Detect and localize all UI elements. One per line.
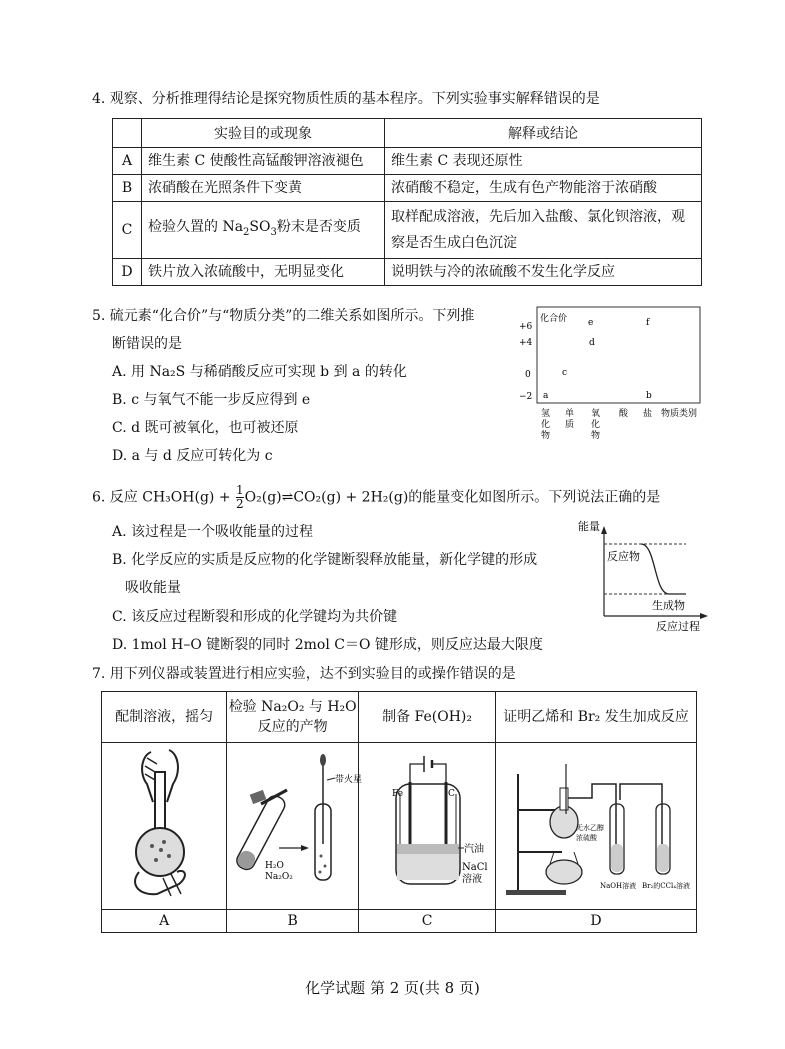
x-category: 质 <box>565 420 575 430</box>
label-bromine-ccl4: Br₂的CCl₄溶液 <box>642 882 691 890</box>
q4-row-phenomenon: 检验久置的 $Na_2SO_3$粉末是否变质 <box>142 202 385 259</box>
q7-table <box>101 691 697 933</box>
y-tick: −2 <box>519 392 533 402</box>
q7-header-a: 配制溶液，摇匀 <box>102 692 227 743</box>
q6-option-b-line2: 吸收能量 <box>125 580 181 596</box>
point-f: f <box>646 318 650 328</box>
q4-row-label: C <box>113 202 142 259</box>
point-d: d <box>589 338 595 348</box>
q4-header-row <box>113 119 702 148</box>
y-axis-title: 化合价 <box>540 314 568 324</box>
q5-option-d: D. a 与 d 反应可转化为 c <box>112 448 273 464</box>
x-category: 物 <box>591 431 601 441</box>
fraction-denominator: 2 <box>236 497 244 511</box>
q5-stem-line2: 断错误的是 <box>112 336 182 352</box>
label-iron-electrode: Fe <box>392 789 404 799</box>
valence-class-diagram <box>515 305 705 440</box>
q4-row-phenomenon: 维生素 C 使酸性高锰酸钾溶液褪色 <box>142 148 385 175</box>
q4-row-label: B <box>113 175 142 202</box>
q4-row-label: D <box>113 259 142 286</box>
q6-stem: 6. 反应 CH₃OH(g) + $\frac{1}{2}$ O₂(g)⇌CO₂(g) + 2H₂(g)的能量变化如图所示。下列说法正确的是 <box>92 483 661 511</box>
label-anhydrous-ethanol: 无水乙醇 <box>576 824 604 832</box>
table-row <box>113 175 702 202</box>
x-category: 单 <box>565 409 575 419</box>
q6-option-a: A. 该过程是一个吸收能量的过程 <box>112 524 314 540</box>
point-b: b <box>646 391 652 401</box>
q4-row-explanation: 浓硝酸不稳定，生成有色产物能溶于浓硝酸 <box>385 175 702 202</box>
page-footer: 化学试题 第 2 页(共 8 页) <box>305 979 480 997</box>
q7-figure-row <box>102 743 697 910</box>
point-c: c <box>562 368 568 378</box>
y-tick: +6 <box>519 322 533 332</box>
x-category: 酸 <box>619 409 629 419</box>
y-axis-arrow <box>601 526 607 534</box>
y-tick: +4 <box>519 338 533 348</box>
q7-label-d: D <box>496 910 697 933</box>
q7-label-row <box>102 910 697 933</box>
point-a: a <box>543 391 549 401</box>
q5-option-c: C. d 既可被氧化，也可被还原 <box>112 420 299 436</box>
label-glowing-splint: 带火星 <box>334 775 362 785</box>
q6-option-c: C. 该反应过程断裂和形成的化学键均为共价键 <box>112 609 398 625</box>
q7-stem: 7. 用下列仪器或装置进行相应实验，达不到实验目的或操作错误的是 <box>92 666 516 682</box>
q4-row-explanation: 维生素 C 表现还原性 <box>385 148 702 175</box>
q7-header-row <box>102 692 697 743</box>
label-conc-sulfuric-acid: 浓硫酸 <box>576 834 597 842</box>
q4-header-blank <box>113 119 142 148</box>
energy-diagram <box>576 518 711 633</box>
x-axis-arrow <box>700 613 708 619</box>
y-tick: 0 <box>525 370 531 380</box>
label-gasoline: 汽油 <box>464 844 485 855</box>
x-category: 氢 <box>541 409 551 419</box>
q4-row-explanation: 说明铁与冷的浓硫酸不发生化学反应 <box>385 259 702 286</box>
q7-header-d: 证明乙烯和 Br₂ 发生加成反应 <box>496 692 697 743</box>
x-axis-label: 反应过程 <box>656 620 700 633</box>
label-carbon-electrode: C <box>448 789 455 799</box>
q7-header-b: 检验 Na₂O₂ 与 H₂O 反应的产物 <box>227 692 359 743</box>
q4-stem: 4. 观察、分析推理得结论是探究物质性质的基本程序。下列实验事实解释错误的是 <box>92 91 600 107</box>
q4-row-label: A <box>113 148 142 175</box>
q4-header-phenomenon: 实验目的或现象 <box>142 119 385 148</box>
label-solution: 溶液 <box>462 874 483 885</box>
q7-header-c: 制备 Fe(OH)₂ <box>359 692 496 743</box>
label-water: H₂O <box>264 861 284 871</box>
label-sodium-peroxide: Na₂O₂ <box>264 872 293 882</box>
label-nacl: NaCl <box>462 862 488 873</box>
q4-row-phenomenon: 铁片放入浓硫酸中，无明显变化 <box>142 259 385 286</box>
reactant-label: 反应物 <box>607 550 640 563</box>
product-label: 生成物 <box>652 599 685 612</box>
q7-figure-b <box>227 743 362 910</box>
q4-table <box>112 118 702 286</box>
sodium-peroxide-water-figure <box>229 744 362 904</box>
q7-label-b: B <box>227 910 359 933</box>
x-category: 化 <box>541 420 551 430</box>
q5-stem-line1: 5. 硫元素“化合价”与“物质分类”的二维关系如图所示。下列推 <box>92 308 475 324</box>
x-category: 化 <box>591 420 601 430</box>
x-category: 物 <box>541 431 551 441</box>
y-axis-label: 能量 <box>578 520 600 533</box>
table-row <box>113 202 702 259</box>
volumetric-flask-shake-figure <box>109 744 219 904</box>
x-axis-title: 物质类别 <box>661 409 698 419</box>
q7-figure-a <box>102 743 227 910</box>
q6-option-b-line1: B. 化学反应的实质是反应物的化学键断裂释放能量，新化学键的形成 <box>112 552 538 568</box>
q4-header-explanation: 解释或结论 <box>385 119 702 148</box>
q7-figure-c <box>359 743 496 910</box>
x-axis-categories <box>541 407 652 441</box>
x-category: 氧 <box>591 409 601 419</box>
q6-option-d: D. 1mol H–O 键断裂的同时 2mol C＝O 键形成，则反应达最大限度 <box>112 637 543 653</box>
table-row <box>113 148 702 175</box>
q7-label-c: C <box>359 910 496 933</box>
ethylene-bromine-apparatus-figure <box>496 744 696 904</box>
q5-option-b: B. c 与氧气不能一步反应得到 e <box>112 392 311 408</box>
q7-label-a: A <box>102 910 227 933</box>
x-category: 盐 <box>643 409 653 419</box>
label-naoh-solution: NaOH溶液 <box>600 882 637 890</box>
q4-row-phenomenon: 浓硝酸在光照条件下变黄 <box>142 175 385 202</box>
fraction-numerator: 1 <box>236 483 244 497</box>
q7-figure-d <box>496 743 697 910</box>
table-row <box>113 259 702 286</box>
ferrous-hydroxide-electrolysis-figure <box>360 744 494 904</box>
q5-option-a: A. 用 Na₂S 与稀硝酸反应可实现 b 到 a 的转化 <box>112 364 407 380</box>
q4-row-explanation: 取样配成溶液，先后加入盐酸、氯化钡溶液，观 察是否生成白色沉淀 <box>385 202 702 259</box>
point-e: e <box>588 318 594 328</box>
energy-curve <box>641 544 686 594</box>
